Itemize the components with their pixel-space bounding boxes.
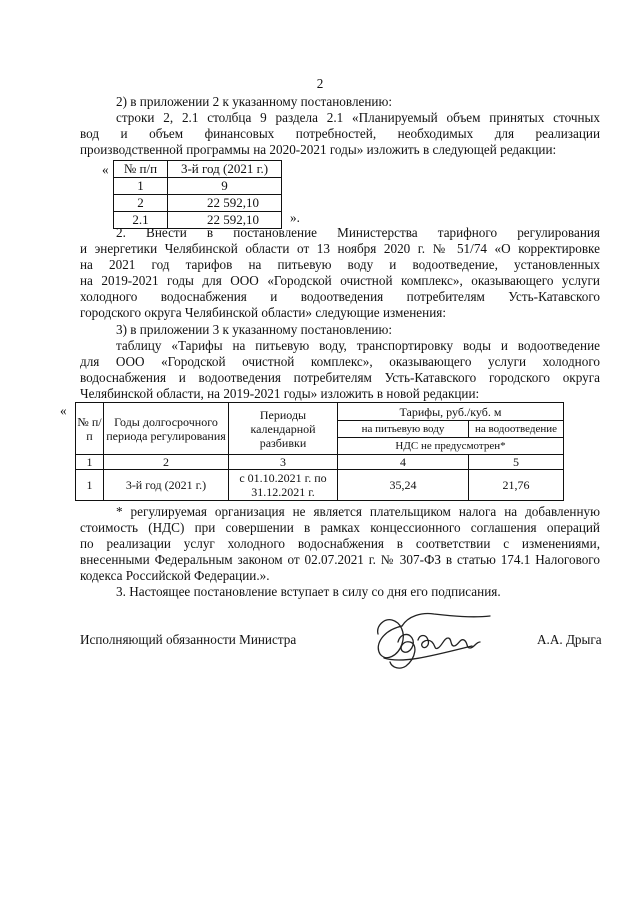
table2-colnum-4: 4 [338,455,469,470]
table-row [76,455,564,470]
item3-heading: 3) в приложении 3 к указанному постановлению: [116,322,393,337]
table-row [76,470,564,501]
table1-cell: 2.1 [114,212,168,229]
table1-cell: 22 592,10 [168,212,282,229]
table2-header-tariffs: Тарифы, руб./куб. м [338,403,564,421]
final-paragraph: 3. Настоящее постановление вступает в силу со дня его подписания. [116,584,501,599]
table1-cell: 9 [168,178,282,195]
footnote-line-4: внесенными Федеральным законом от 02.07.2021 г. № 307-ФЗ в статью 174.1 Налогового [80,552,600,567]
table1-open-quote: « [102,162,109,177]
para3-line-4: Челябинской области, на 2019-2021 годы» изложить в новой редакции: [80,386,480,401]
para2-line-1: 2. Внести в постановление Министерства тарифного регулирования [116,225,600,240]
table2-row-year: 3-й год (2021 г.) [104,470,229,501]
table2-row-drain: 21,76 [469,470,564,501]
footnote-line-5: кодекса Российской Федерации.». [80,568,270,583]
table1-cell: 2 [114,195,168,212]
footnote-line-3: по реализации услуг холодного водоснабжения в соответствии с изменениями, [80,536,600,551]
table2-vat-note: НДС не предусмотрен* [338,438,564,455]
para2-line-5: холодного водоснабжения и водоотведения потребителям Усть-Катавского [80,289,600,304]
table2-header-water: на питьевую воду [338,421,469,438]
footnote-line-1: * регулируемая организация не является плательщиком налога на добавленную [116,504,600,519]
para3-line-3: водоснабжения и водоотведения потребителям Усть-Катавского городского округа [80,370,600,385]
table-row [114,195,282,212]
table1-cell: 22 592,10 [168,195,282,212]
table1-header-year: 3-й год (2021 г.) [168,161,282,178]
table1-close-quote: ». [290,210,300,225]
table2-row-water: 35,24 [338,470,469,501]
item2-line-2: вод и объем финансовых потребностей, необходимых для реализации [80,126,600,141]
table2-colnum-5: 5 [469,455,564,470]
signature-position: Исполняющий обязанности Министра [80,632,297,647]
table2-row-num: 1 [76,470,104,501]
table2-header-periods: Периоды календарной разбивки [229,403,338,455]
para2-line-2: и энергетики Челябинской области от 13 ноября 2020 г. № 51/74 «О корректировке [80,241,600,256]
table-row [114,178,282,195]
table2-header-num: № п/п [76,403,104,455]
signature-name: А.А. Дрыга [537,632,602,647]
table2 [75,402,564,501]
item2-line-1: строки 2, 2.1 столбца 9 раздела 2.1 «Планируемый объем принятых сточных [116,110,600,125]
para2-line-6: городского округа Челябинской области» следующие изменения: [80,305,446,320]
para2-line-3: на 2021 год тарифов на питьевую воду и водоотведение, установленных [80,257,600,272]
table1-cell: 1 [114,178,168,195]
table1-header-num: № п/п [114,161,168,178]
para3-line-2: для ООО «Городской очистной комплекс», оказывающего услуги холодного [80,354,600,369]
para3-line-1: таблицу «Тарифы на питьевую воду, транспортировку воды и водоотведение [116,338,600,353]
page-number: 2 [316,76,324,91]
footnote-line-2: стоимость (НДС) при совершении в рамках концессионного соглашения операций [80,520,600,535]
item2-heading: 2) в приложении 2 к указанному постановлению: [116,94,393,109]
table2-colnum-2: 2 [104,455,229,470]
table2-header-years: Годы долгосрочного периода регулирования [104,403,229,455]
table2-open-quote: « [60,403,67,418]
para2-line-4: на 2019-2021 годы для ООО «Городской очистной комплекс», оказывающего услуги [80,273,600,288]
table2-colnum-3: 3 [229,455,338,470]
table1 [113,160,282,229]
table2-colnum-1: 1 [76,455,104,470]
table2-row-period: с 01.10.2021 г. по 31.12.2021 г. [229,470,338,501]
table2-header-drain: на водоотведение [469,421,564,438]
handwritten-signature-icon [362,604,512,674]
item2-line-3: производственной программы на 2020-2021 годы» изложить в следующей редакции: [80,142,557,157]
